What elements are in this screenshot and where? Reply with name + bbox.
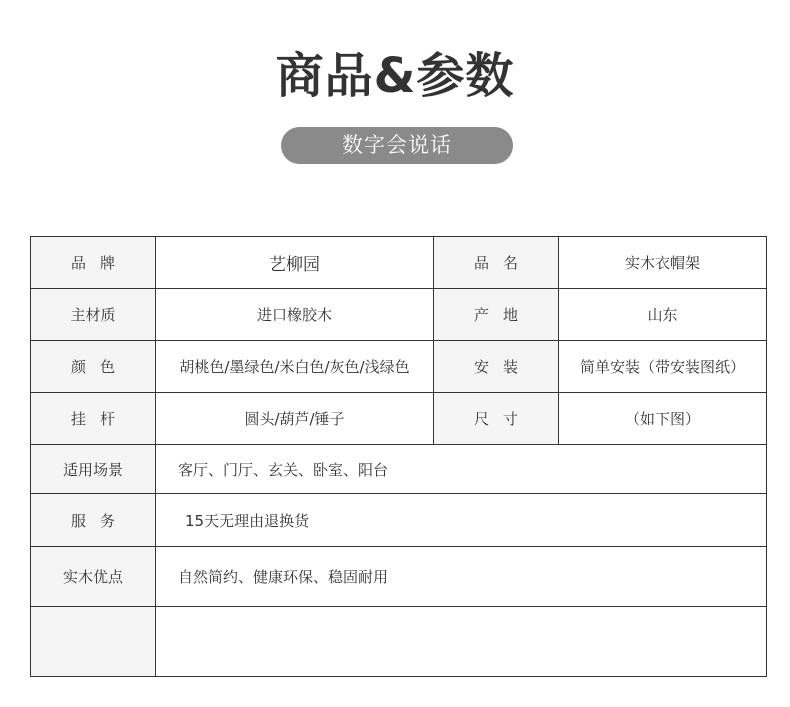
product-name-value: 实木衣帽架	[559, 237, 767, 289]
table-row	[31, 547, 767, 607]
subtitle-badge: 数字会说话	[281, 127, 513, 164]
table-row	[31, 237, 767, 289]
installation-label-cell	[434, 341, 559, 393]
advantages-label: 实木优点	[31, 547, 156, 607]
hanging-rod-value: 圆头/葫芦/锤子	[156, 393, 434, 445]
table-row	[31, 393, 767, 445]
scenes-value: 客厅、门厅、玄关、卧室、阳台	[156, 445, 767, 494]
main-material-value: 进口橡胶木	[156, 289, 434, 341]
advantages-value: 自然简约、健康环保、稳固耐用	[156, 547, 767, 607]
table-row	[31, 445, 767, 494]
brand-label-cell	[31, 237, 156, 289]
hanging-rod-label-cell	[31, 393, 156, 445]
installation-label: 安装	[473, 358, 532, 376]
color-value: 胡桃色/墨绿色/米白色/灰色/浅绿色	[156, 341, 434, 393]
table-row	[31, 341, 767, 393]
brand-label: 品牌	[70, 254, 129, 272]
origin-label: 产地	[473, 306, 532, 324]
table-row	[31, 607, 767, 677]
size-label: 尺寸	[473, 410, 532, 428]
table-row	[31, 494, 767, 547]
scenes-label: 适用场景	[31, 445, 156, 494]
size-value: （如下图）	[559, 393, 767, 445]
page-title: 商品&参数	[275, 48, 515, 104]
service-value: 15天无理由退换货	[156, 494, 767, 547]
spec-table	[30, 236, 767, 677]
hanging-rod-label: 挂杆	[70, 410, 129, 428]
empty-row-label	[31, 607, 156, 677]
product-name-label: 品名	[473, 254, 532, 272]
installation-value: 简单安装（带安装图纸）	[559, 341, 767, 393]
size-label-cell	[434, 393, 559, 445]
origin-value: 山东	[559, 289, 767, 341]
main-material-label: 主材质	[31, 289, 156, 341]
product-name-label-cell	[434, 237, 559, 289]
brand-value: 艺柳园	[156, 237, 434, 289]
color-label-cell	[31, 341, 156, 393]
service-label: 服务	[70, 511, 129, 530]
origin-label-cell	[434, 289, 559, 341]
table-row	[31, 289, 767, 341]
empty-row-value	[156, 607, 767, 677]
color-label: 颜色	[70, 358, 129, 376]
service-label-cell	[31, 494, 156, 547]
